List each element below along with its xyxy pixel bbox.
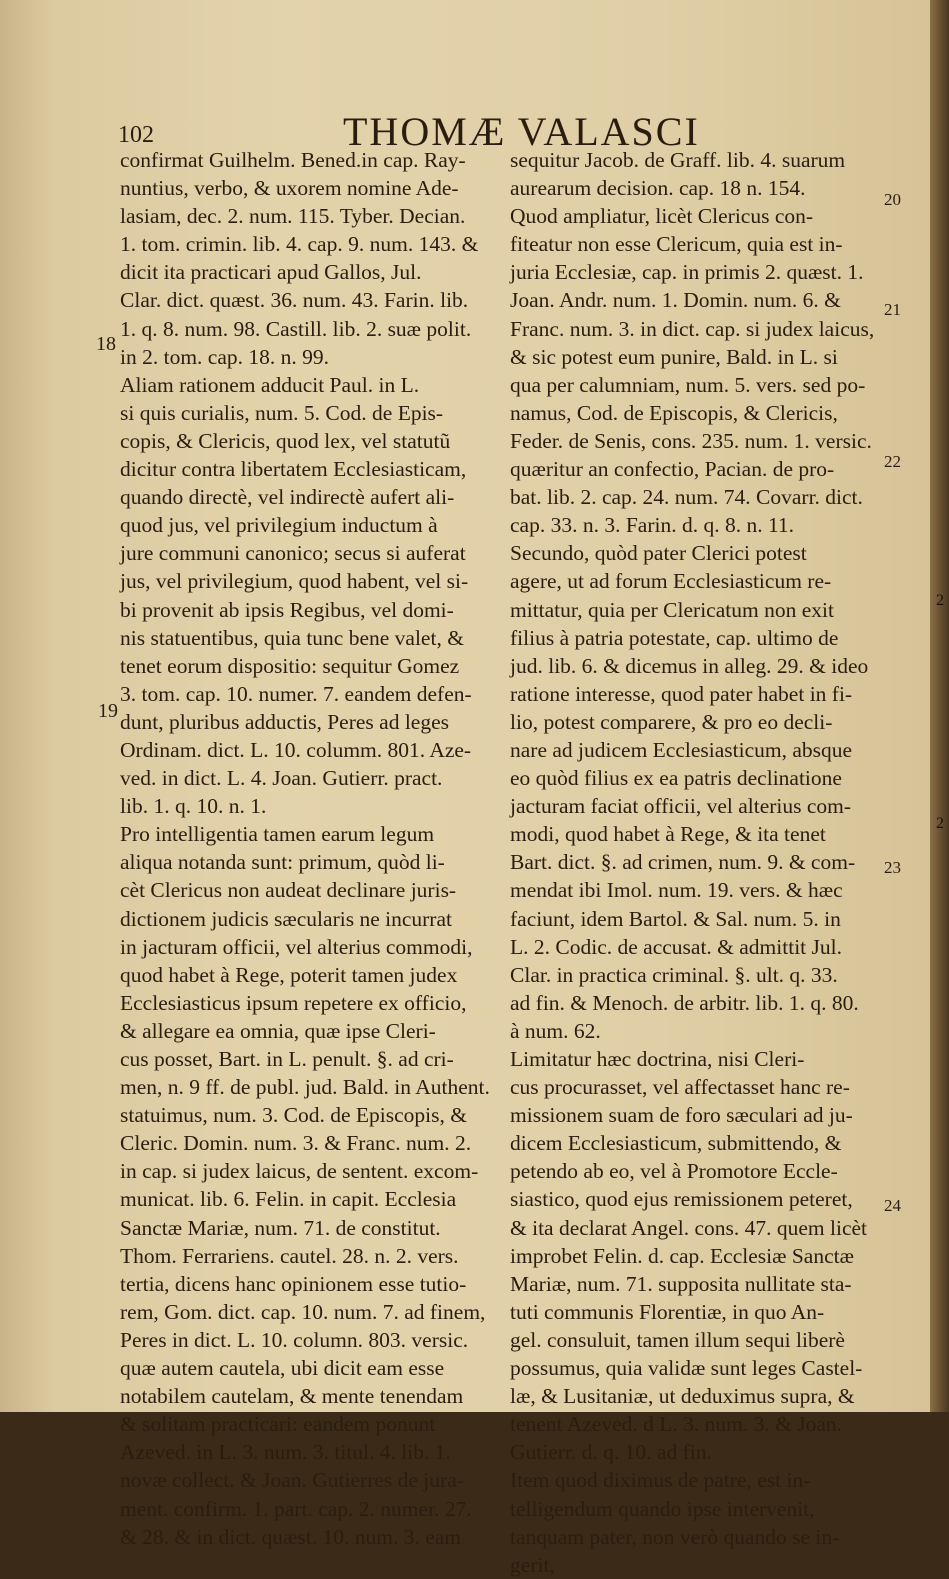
- text-line: si quis curialis, num. 5. Cod. de Epis-: [120, 400, 444, 425]
- text-line: cus procurasset, vel affectasset hanc re-: [510, 1075, 850, 1100]
- text-line: ad fin. & Menoch. de arbitr. lib. 1. q. 80.: [510, 990, 859, 1015]
- text-line: dicem Ecclesiasticum, submittendo, &: [510, 1131, 842, 1156]
- text-line: tuti communis Florentiæ, in quo An-: [510, 1299, 825, 1324]
- text-line: jacturam faciat officii, vel alterius com-: [510, 794, 852, 819]
- margin-number: 24: [884, 1196, 901, 1215]
- text-line: Ecclesiasticus ipsum repetere ex officio,: [120, 990, 467, 1015]
- text-line: sequitur Jacob. de Graff. lib. 4. suarum: [510, 148, 846, 172]
- text-line: tanquam pater, non verò quando se in-: [510, 1524, 840, 1549]
- text-line: dictionem judicis sæcularis ne incurrat: [120, 906, 452, 931]
- text-line: tertia, dicens hanc opinionem esse tutio-: [120, 1271, 467, 1296]
- text-line: notabilem cautelam, & mente tenendam: [120, 1384, 464, 1409]
- text-line: Secundo, quòd pater Clerici potest: [510, 541, 807, 566]
- text-line: bat. lib. 2. cap. 24. num. 74. Covarr. dict.: [510, 485, 863, 510]
- text-line: & solitam practicari: eandem ponunt: [120, 1412, 436, 1437]
- text-line: Limitatur hæc doctrina, nisi Cleri-: [510, 1047, 805, 1071]
- text-line: quæ autem cautela, ubi dicit eam esse: [120, 1356, 445, 1381]
- text-line: missionem suam de foro sæculari ad ju-: [510, 1103, 853, 1128]
- text-line: nare ad judicem Ecclesiasticum, absque: [510, 737, 853, 762]
- text-line: Peres in dict. L. 10. column. 803. versic.: [120, 1327, 469, 1352]
- text-line: quando directè, vel indirectè aufert ali-: [120, 485, 455, 510]
- text-line: aliqua notanda sunt: primum, quòd li-: [120, 850, 445, 875]
- text-line: modi, quod habet à Rege, & ita tenet: [510, 822, 826, 847]
- text-line: cèt Clericus non audeat declinare juris-: [120, 878, 457, 903]
- text-line: jure communi canonico; secus si auferat: [120, 541, 466, 566]
- text-line: Bart. dict. §. ad crimen, num. 9. & com-: [510, 850, 856, 875]
- text-line: Franc. num. 3. in dict. cap. si judex laicus,: [510, 316, 875, 341]
- text-line: nuntius, verbo, & uxorem nomine Ade-: [120, 176, 459, 201]
- text-line: petendo ab eo, vel à Promotore Eccle-: [510, 1159, 838, 1184]
- text-line: dunt, pluribus adductis, Peres ad leges: [120, 709, 450, 734]
- running-title: THOMÆ VALASCI: [343, 109, 700, 154]
- text-line: Joan. Andr. num. 1. Domin. num. 6. &: [510, 288, 841, 313]
- right-column: [510, 146, 882, 1579]
- text-line: gerit,: [510, 1552, 555, 1577]
- text-line: cus posset, Bart. in L. penult. §. ad cri-: [120, 1047, 454, 1071]
- text-line: in 2. tom. cap. 18. n. 99.: [120, 344, 330, 369]
- text-line: Azeved. in L. 3. num. 3. titul. 4. lib. 1.: [120, 1440, 451, 1465]
- text-line: & 28. & in dict. quæst. 10. num. 3. eam: [120, 1524, 461, 1549]
- text-line: mittatur, quia per Clericatum non exit: [510, 597, 834, 622]
- text-line: cap. 33. n. 3. Farin. d. q. 8. n. 11.: [510, 513, 795, 538]
- text-line: confirmat Guilhelm. Bened.in cap. Ray-: [120, 148, 466, 172]
- text-line: novæ collect. & Joan. Gutierres de jura-: [120, 1468, 464, 1493]
- text-line: Cleric. Domin. num. 3. & Franc. num. 2.: [120, 1131, 472, 1156]
- text-line: 1. tom. crimin. lib. 4. cap. 9. num. 143. &: [120, 232, 479, 257]
- text-line: gel. consuluit, tamen illum sequi liberè: [510, 1327, 845, 1352]
- text-line: & allegare ea omnia, quæ ipse Cleri-: [120, 1018, 436, 1043]
- text-line: Aliam rationem adducit Paul. in L.: [120, 372, 420, 397]
- text-line: ment. confirm. 1. part. cap. 2. numer. 27.: [120, 1496, 472, 1521]
- text-line: lib. 1. q. 10. n. 1.: [120, 794, 267, 819]
- text-line: copis, & Clericis, quod lex, vel statutũ: [120, 428, 451, 453]
- margin-number: 18: [96, 333, 116, 355]
- text-line: 1. q. 8. num. 98. Castill. lib. 2. suæ polit.: [120, 316, 472, 341]
- text-line: Pro intelligentia tamen earum legum: [120, 822, 435, 847]
- margin-number: 19: [98, 700, 118, 722]
- text-line: ved. in dict. L. 4. Joan. Gutierr. pract.: [120, 766, 443, 791]
- text-line: aurearum decision. cap. 18 n. 154.: [510, 176, 806, 201]
- text-line: Quod ampliatur, licèt Clericus con-: [510, 204, 814, 229]
- text-line: jud. lib. 6. & dicemus in alleg. 29. & ideo: [510, 653, 869, 678]
- text-line: Gutierr. d. q. 10. ad fin.: [510, 1440, 712, 1465]
- margin-number: 22: [884, 452, 901, 471]
- left-column: [120, 146, 495, 1551]
- text-line: ratione interesse, quod pater habet in fi-: [510, 681, 853, 706]
- text-line: tenent Azeved. d L. 3. num. 3. & Joan.: [510, 1412, 842, 1437]
- text-line: & sic potest eum punire, Bald. in L. si: [510, 344, 838, 369]
- text-line: mendat ibi Imol. num. 19. vers. & hæc: [510, 878, 843, 903]
- text-line: tenet eorum dispositio: sequitur Gomez: [120, 653, 460, 678]
- text-line: municat. lib. 6. Felin. in capit. Ecclesia: [120, 1187, 457, 1212]
- text-line: qua per calumniam, num. 5. vers. sed po-: [510, 372, 866, 397]
- text-line: quod habet à Rege, poterit tamen judex: [120, 962, 458, 987]
- text-line: lio, potest comparere, & pro eo decli-: [510, 709, 833, 734]
- text-line: Feder. de Senis, cons. 235. num. 1. versic.: [510, 428, 872, 453]
- text-line: in cap. si judex laicus, de sentent. excom-: [120, 1159, 479, 1184]
- text-line: possumus, quia validæ sunt leges Castel-: [510, 1356, 863, 1381]
- text-line: quæritur an confectio, Pacian. de pro-: [510, 457, 835, 482]
- text-line: agere, ut ad forum Ecclesiasticum re-: [510, 569, 832, 594]
- text-line: in jacturam officii, vel alterius commodi,: [120, 934, 473, 959]
- text-line: jus, vel privilegium, quod habent, vel si-: [120, 569, 469, 594]
- edge-mark: 2: [936, 815, 944, 832]
- text-line: & ita declarat Angel. cons. 47. quem licèt: [510, 1215, 868, 1240]
- text-line: filius à patria potestate, cap. ultimo de: [510, 625, 839, 650]
- text-line: læ, & Lusitaniæ, ut deduximus supra, &: [510, 1384, 855, 1409]
- text-line: fiteatur non esse Clericum, quia est in-: [510, 232, 843, 257]
- text-line: Clar. dict. quæst. 36. num. 43. Farin. lib.: [120, 288, 469, 313]
- text-line: Thom. Ferrariens. cautel. 28. n. 2. vers.: [120, 1243, 459, 1268]
- text-line: faciunt, idem Bartol. & Sal. num. 5. in: [510, 906, 841, 931]
- text-line: namus, Cod. de Episcopis, & Clericis,: [510, 400, 838, 425]
- margin-number: 23: [884, 858, 901, 877]
- text-line: nis statuentibus, quia tunc bene valet, &: [120, 625, 464, 650]
- margin-number: 20: [884, 190, 901, 209]
- text-line: Ordinam. dict. L. 10. columm. 801. Aze-: [120, 737, 472, 762]
- text-line: juria Ecclesiæ, cap. in primis 2. quæst. 1.: [510, 260, 864, 285]
- text-line: eo quòd filius ex ea patris declinatione: [510, 766, 842, 791]
- text-line: statuimus, num. 3. Cod. de Episcopis, &: [120, 1103, 467, 1128]
- text-line: Mariæ, num. 71. supposita nullitate sta-: [510, 1271, 852, 1296]
- text-line: à num. 62.: [510, 1018, 601, 1043]
- text-line: telligendum quando ipse intervenit,: [510, 1496, 815, 1521]
- text-line: dicit ita practicari apud Gallos, Jul.: [120, 260, 422, 285]
- text-line: Clar. in practica criminal. §. ult. q. 33.: [510, 962, 838, 987]
- text-line: improbet Felin. d. cap. Ecclesiæ Sanctæ: [510, 1243, 854, 1268]
- text-line: lasiam, dec. 2. num. 115. Tyber. Decian.: [120, 204, 466, 229]
- page-edge: [930, 0, 949, 1412]
- text-line: 3. tom. cap. 10. numer. 7. eandem defen-: [120, 681, 472, 706]
- text-line: bi provenit ab ipsis Regibus, vel domi-: [120, 597, 454, 622]
- text-line: men, n. 9 ff. de publ. jud. Bald. in Authent.: [120, 1075, 490, 1100]
- text-line: rem, Gom. dict. cap. 10. num. 7. ad finem,: [120, 1299, 486, 1324]
- text-line: Item quod diximus de patre, est in-: [510, 1468, 811, 1493]
- text-line: quod jus, vel privilegium inductum à: [120, 513, 438, 538]
- margin-number: 21: [884, 300, 901, 319]
- text-line: Sanctæ Mariæ, num. 71. de constitut.: [120, 1215, 441, 1240]
- page-number: 102: [118, 122, 154, 148]
- edge-mark: 2: [936, 592, 944, 609]
- text-line: dicitur contra libertatem Ecclesiasticam,: [120, 457, 467, 482]
- text-line: siastico, quod ejus remissionem peteret,: [510, 1187, 853, 1212]
- text-line: L. 2. Codic. de accusat. & admittit Jul.: [510, 934, 842, 959]
